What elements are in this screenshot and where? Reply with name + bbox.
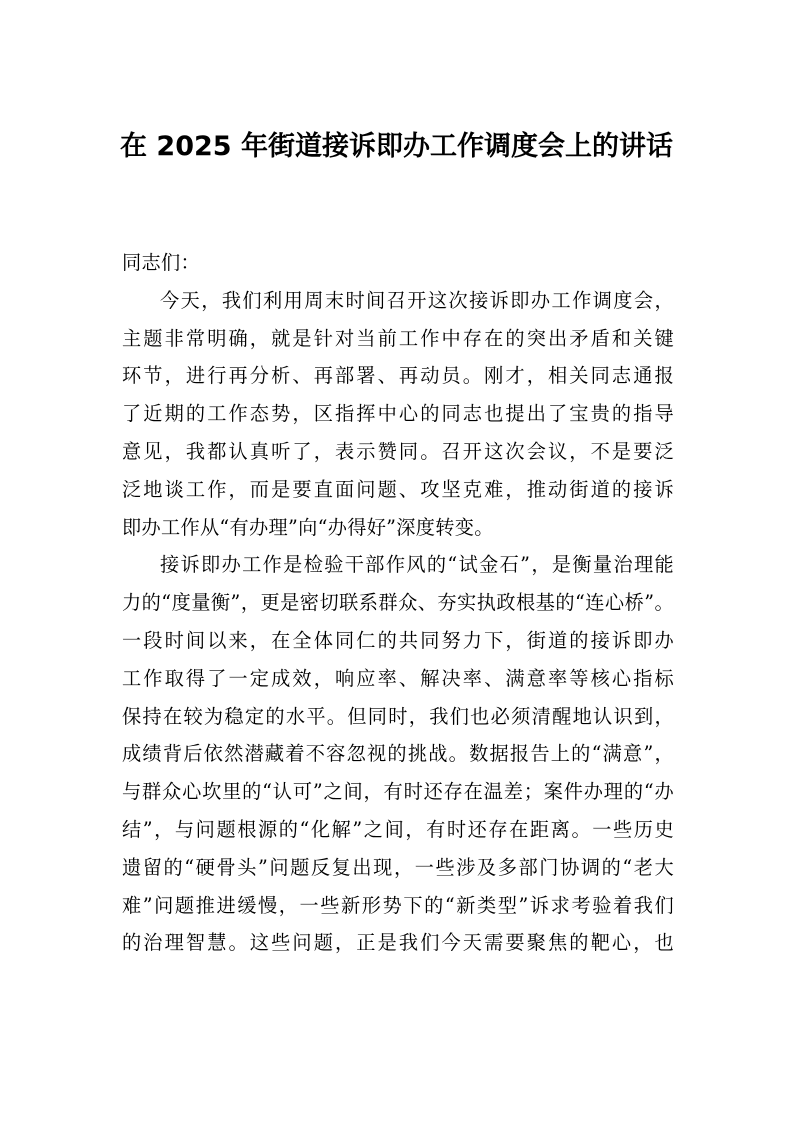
paragraph-line: 遗留的“硬骨头”问题反复出现，一些涉及多部门协调的“老大 <box>122 855 674 879</box>
paragraph-line: 成绩背后依然潜藏着不容忽视的挑战。数据报告上的“满意”， <box>122 742 674 766</box>
paragraph-line: 保持在较为稳定的水平。但同时，我们也必须清醒地认识到， <box>122 704 674 728</box>
paragraph-2 <box>122 546 674 962</box>
paragraph-line: 主题非常明确，就是针对当前工作中存在的突出矛盾和关键 <box>122 326 674 350</box>
document-body <box>122 244 674 962</box>
salutation: 同志们： <box>122 251 200 274</box>
paragraph-line: 力的“度量衡”，更是密切联系群众、夯实执政根基的“连心桥”。 <box>122 591 674 615</box>
paragraph-line: 一段时间以来，在全体同仁的共同努力下，街道的接诉即办 <box>122 628 674 652</box>
paragraph-line: 环节，进行再分析、再部署、再动员。刚才，相关同志通报 <box>122 364 674 388</box>
document-title: 在 2025 年街道接诉即办工作调度会上的讲话 <box>120 131 673 162</box>
paragraph-line: 接诉即办工作是检验干部作风的“试金石”，是衡量治理能 <box>160 553 674 577</box>
paragraph-line: 的治理智慧。这些问题，正是我们今天需要聚焦的靶心，也 <box>122 931 674 955</box>
paragraph-line: 难”问题推进缓慢，一些新形势下的“新类型”诉求考验着我们 <box>122 893 674 917</box>
paragraph-line: 结”，与问题根源的“化解”之间，有时还存在距离。一些历史 <box>122 817 674 841</box>
paragraph-1 <box>122 282 674 547</box>
paragraph-line: 意见，我都认真听了，表示赞同。召开这次会议，不是要泛 <box>122 439 674 463</box>
paragraph-line: 与群众心坎里的“认可”之间，有时还存在温差；案件办理的“办 <box>122 780 674 804</box>
paragraph-line: 今天，我们利用周末时间召开这次接诉即办工作调度会， <box>160 288 674 312</box>
paragraph-line: 工作取得了一定成效，响应率、解决率、满意率等核心指标 <box>122 666 674 690</box>
paragraph-line: 了近期的工作态势，区指挥中心的同志也提出了宝贵的指导 <box>122 402 674 426</box>
paragraph-line: 即办工作从“有办理”向“办得好”深度转变。 <box>122 515 494 539</box>
paragraph-line: 泛地谈工作，而是要直面问题、攻坚克难，推动街道的接诉 <box>122 477 674 501</box>
